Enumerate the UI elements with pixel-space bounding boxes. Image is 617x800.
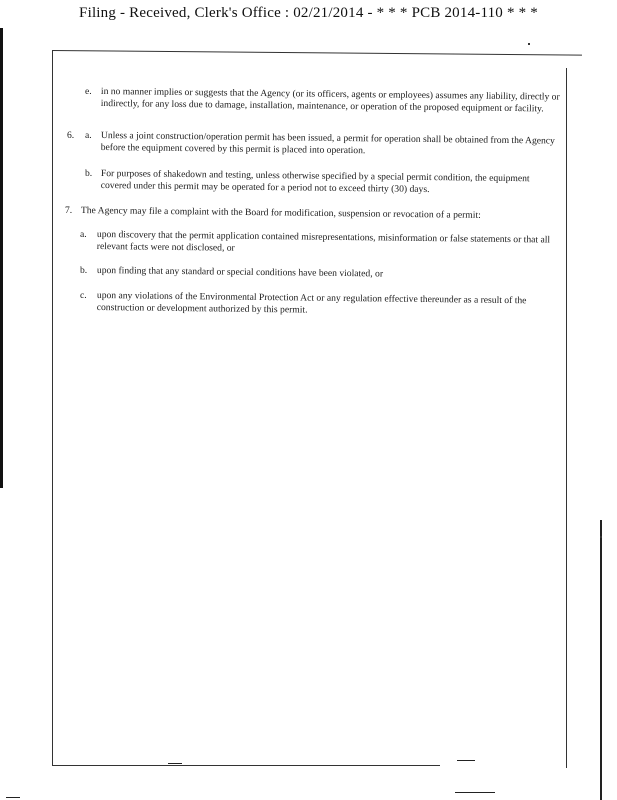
scan-artifact [6, 797, 20, 798]
scan-speck [600, 536, 602, 538]
filing-header: Filing - Received, Clerk's Office : 02/21/2014 - * * * PCB 2014-110 * * * [79, 5, 538, 21]
item-6a-label: a. [85, 130, 92, 141]
item-6b-text: For purposes of shakedown and testing, unless otherwise specified by a special permit condition, the equipment covered under this permit may be operated for a period not to exceed thirty (30) days. [100, 168, 530, 195]
scan-speck [528, 43, 530, 45]
scan-edge-left [0, 28, 3, 488]
item-5e-label: e. [85, 86, 92, 97]
item-7-text: The Agency may file a complaint with the Board for modification, suspension or revocation of a permit: [80, 205, 481, 221]
item-7a-label: a. [80, 229, 87, 240]
item-6a-text: Unless a joint construction/operation permit has been issued, a permit for operation shall be obtained from the Agency before the equipment covered by this permit is placed into operation. [100, 130, 555, 156]
item-6b-label: b. [85, 168, 93, 179]
item-7b-label: b. [80, 265, 88, 276]
item-6-number: 6. [67, 130, 75, 141]
page-border-left [52, 50, 53, 765]
item-7c-text: upon any violations of the Environmental Protection Act or any regulation effective thereunder as a result of the construction or development authorized by this permit. [96, 290, 527, 316]
scan-artifact [455, 792, 495, 793]
item-7a-text: upon discovery that the permit application contained misrepresentations, misinformation or false statements or that all relevant facts were not disclosed, or [96, 229, 551, 254]
page-border-bottom [52, 765, 440, 766]
item-7-number: 7. [65, 205, 73, 216]
scan-artifact [457, 760, 475, 761]
page-border-top [52, 50, 582, 56]
item-7c-label: c. [80, 290, 87, 301]
item-5e-text: in no manner implies or suggests that the Agency (or its officers, agents or employees) assumes any liability, directly or indirectly, for any loss due to damage, installation, maintenance, or operation of the proposed equipment or facility. [100, 86, 560, 114]
page-border-right [566, 68, 567, 768]
item-7b-text: upon finding that any standard or special conditions have been violated, or [96, 265, 384, 280]
scan-edge-right [600, 520, 602, 800]
scan-artifact [168, 763, 182, 764]
